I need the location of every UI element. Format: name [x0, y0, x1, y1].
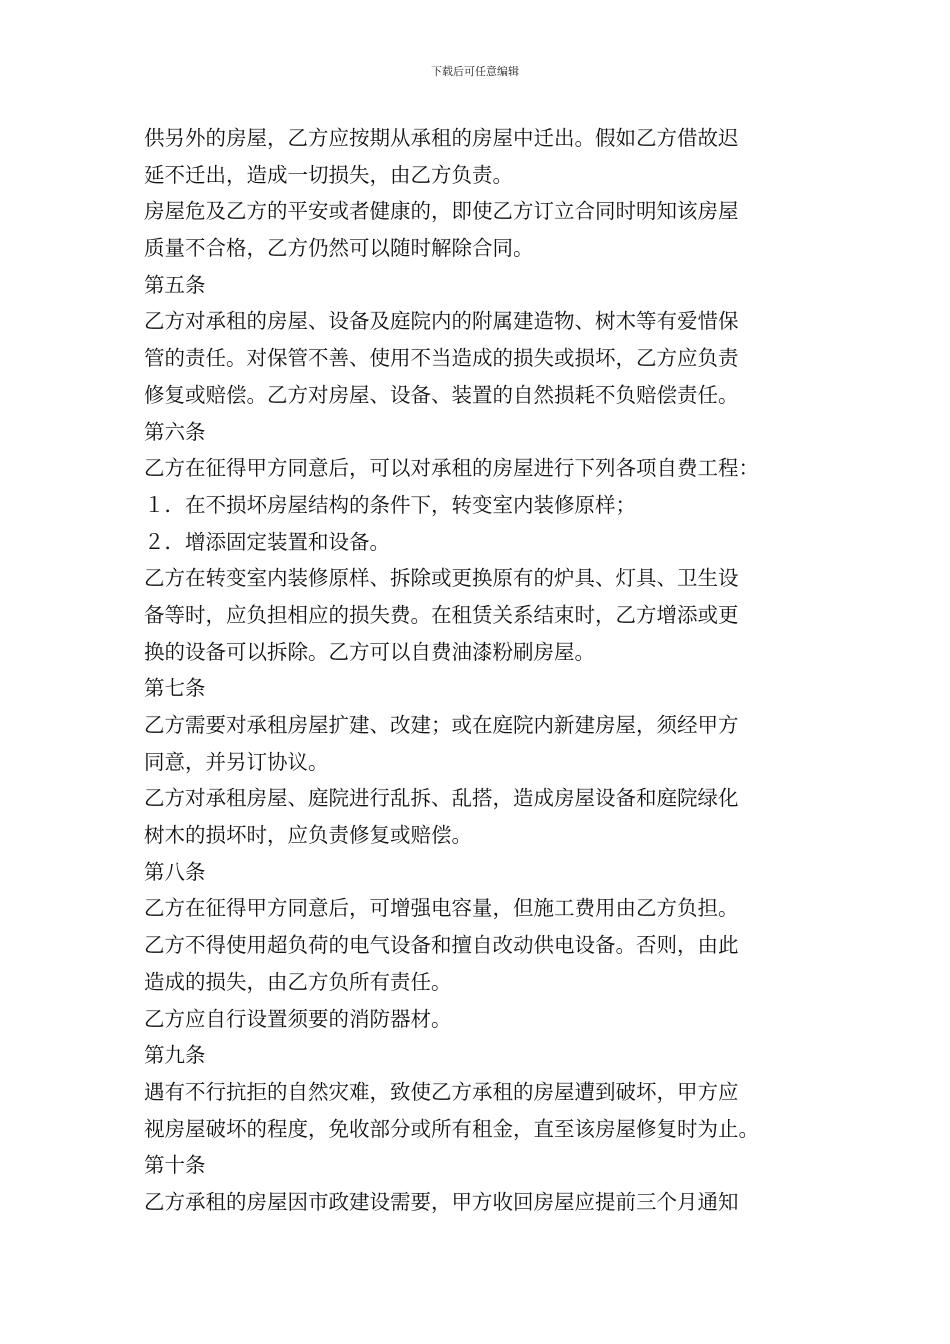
text-line: 遇有不行抗拒的自然灾难，致使乙方承租的房屋遭到破坏，甲方应 — [144, 1079, 739, 1104]
text-line: 乙方对承租的房屋、设备及庭院内的附属建造物、树木等有爱惜保 — [144, 309, 739, 334]
text-line: 同意，并另订协议。 — [144, 749, 329, 774]
text-line: 乙方在转变室内装修原样、拆除或更换原有的炉具、灯具、卫生设 — [144, 566, 739, 591]
page-header: 下载后可任意编辑 — [431, 65, 519, 78]
text-line: 树木的损坏时，应负责修复或赔偿。 — [144, 823, 472, 848]
text-line: 乙方应自行设置须要的消防器材。 — [144, 1006, 452, 1031]
section-heading: 第八条 — [144, 859, 206, 884]
text-line: 换的设备可以拆除。乙方可以自费油漆粉刷房屋。 — [144, 639, 595, 664]
text-line: 乙方在征得甲方同意后，可以对承租的房屋进行下列各项自费工程： — [144, 456, 759, 481]
text-line: 管的责任。对保管不善、使用不当造成的损失或损坏，乙方应负责 — [144, 346, 739, 371]
text-line: 乙方不得使用超负荷的电气设备和擅自改动供电设备。否则，由此 — [144, 933, 739, 958]
text-line: 乙方承租的房屋因市政建设需要，甲方收回房屋应提前三个月通知 — [144, 1189, 739, 1214]
section-heading: 第七条 — [144, 676, 206, 701]
text-line: 视房屋破坏的程度，免收部分或所有租金，直至该房屋修复时为止。 — [144, 1116, 759, 1141]
text-line: 房屋危及乙方的平安或者健康的，即使乙方订立合同时明知该房屋 — [144, 199, 739, 224]
section-heading: 第六条 — [144, 419, 206, 444]
section-heading: 第十条 — [144, 1153, 206, 1178]
text-line: 修复或赔偿。乙方对房屋、设备、装置的自然损耗不负赔偿责任。 — [144, 382, 739, 407]
text-line: 质量不合格，乙方仍然可以随时解除合同。 — [144, 236, 534, 261]
list-item: ２．增添固定装置和设备。 — [144, 529, 390, 554]
text-line: 乙方对承租房屋、庭院进行乱拆、乱搭，造成房屋设备和庭院绿化 — [144, 786, 739, 811]
list-item: １．在不损坏房屋结构的条件下，转变室内装修原样； — [144, 492, 636, 517]
text-line: 备等时，应负担相应的损失费。在租赁关系结束时，乙方增添或更 — [144, 602, 739, 627]
text-line: 乙方需要对承租房屋扩建、改建；或在庭院内新建房屋，须经甲方 — [144, 713, 739, 737]
section-heading: 第九条 — [144, 1043, 206, 1068]
text-line: 造成的损失，由乙方负所有责任。 — [144, 969, 452, 994]
text-line: 延不迁出，造成一切损失，由乙方负责。 — [144, 162, 513, 187]
text-line: 供另外的房屋，乙方应按期从承租的房屋中迁出。假如乙方借故迟 — [144, 126, 739, 150]
document-body — [144, 120, 814, 1221]
text-line: 乙方在征得甲方同意后，可增强电容量，但施工费用由乙方负担。 — [144, 896, 739, 921]
section-heading: 第五条 — [144, 272, 206, 297]
